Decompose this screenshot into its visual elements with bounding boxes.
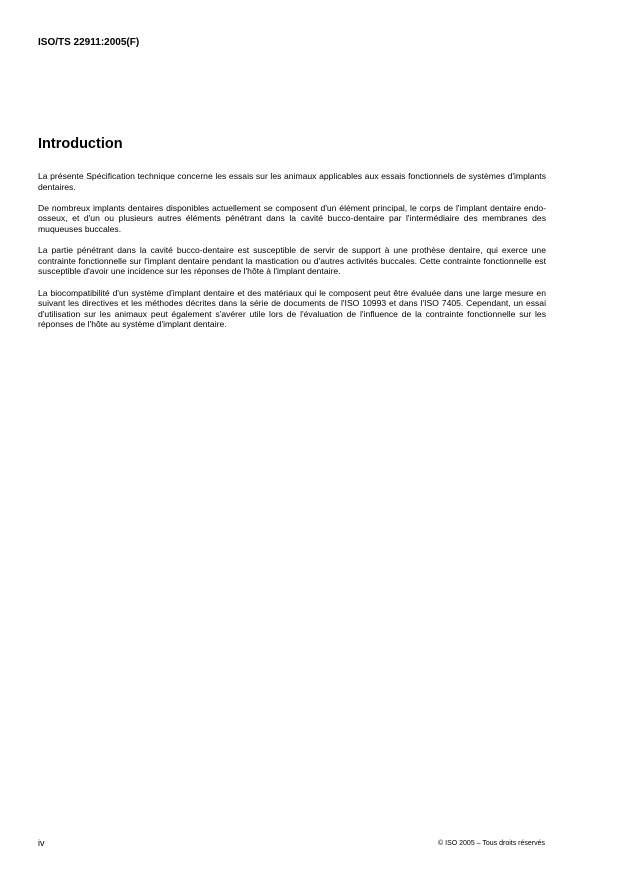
section-title: Introduction <box>38 136 123 152</box>
paragraph: La partie pénétrant dans la cavité bucco-dentaire est susceptible de servir de support à une prothèse dentaire, qui exerce une contrainte fonctionnelle sur l'implant dentaire pendant la mastication ou d'autres activités buccales. Cette contrainte fonctionnelle est susceptible d'avoir une incidence sur les réponses de l'hôte à l'implant dentaire. <box>38 245 546 277</box>
copyright-notice: © ISO 2005 – Tous droits réservés <box>438 840 545 847</box>
introduction-body <box>38 171 546 341</box>
paragraph: La biocompatibilité d'un système d'implant dentaire et des matériaux qui le composent peut être évaluée dans une large mesure en suivant les directives et les méthodes décrites dans la série de documents de l'ISO 10993 et dans l'ISO 7405. Cependant, un essai d'utilisation sur les animaux peut également s'avérer utile lors de l'évaluation de l'influence de la contrainte fonctionnelle sur les réponses de l'hôte au système d'implant dentaire. <box>38 287 546 330</box>
page-number: iv <box>38 838 45 848</box>
paragraph: La présente Spécification technique concerne les essais sur les animaux applicables aux essais fonctionnels de systèmes d'implants dentaires. <box>38 171 546 192</box>
document-id: ISO/TS 22911:2005(F) <box>38 37 140 48</box>
paragraph: De nombreux implants dentaires disponibles actuellement se composent d'un élément principal, le corps de l'implant dentaire endo-osseux, et d'un ou plusieurs autres éléments pénétrant dans la cavité bucco-dentaire par l'intermédiaire des membranes des muqueuses buccales. <box>38 202 546 234</box>
